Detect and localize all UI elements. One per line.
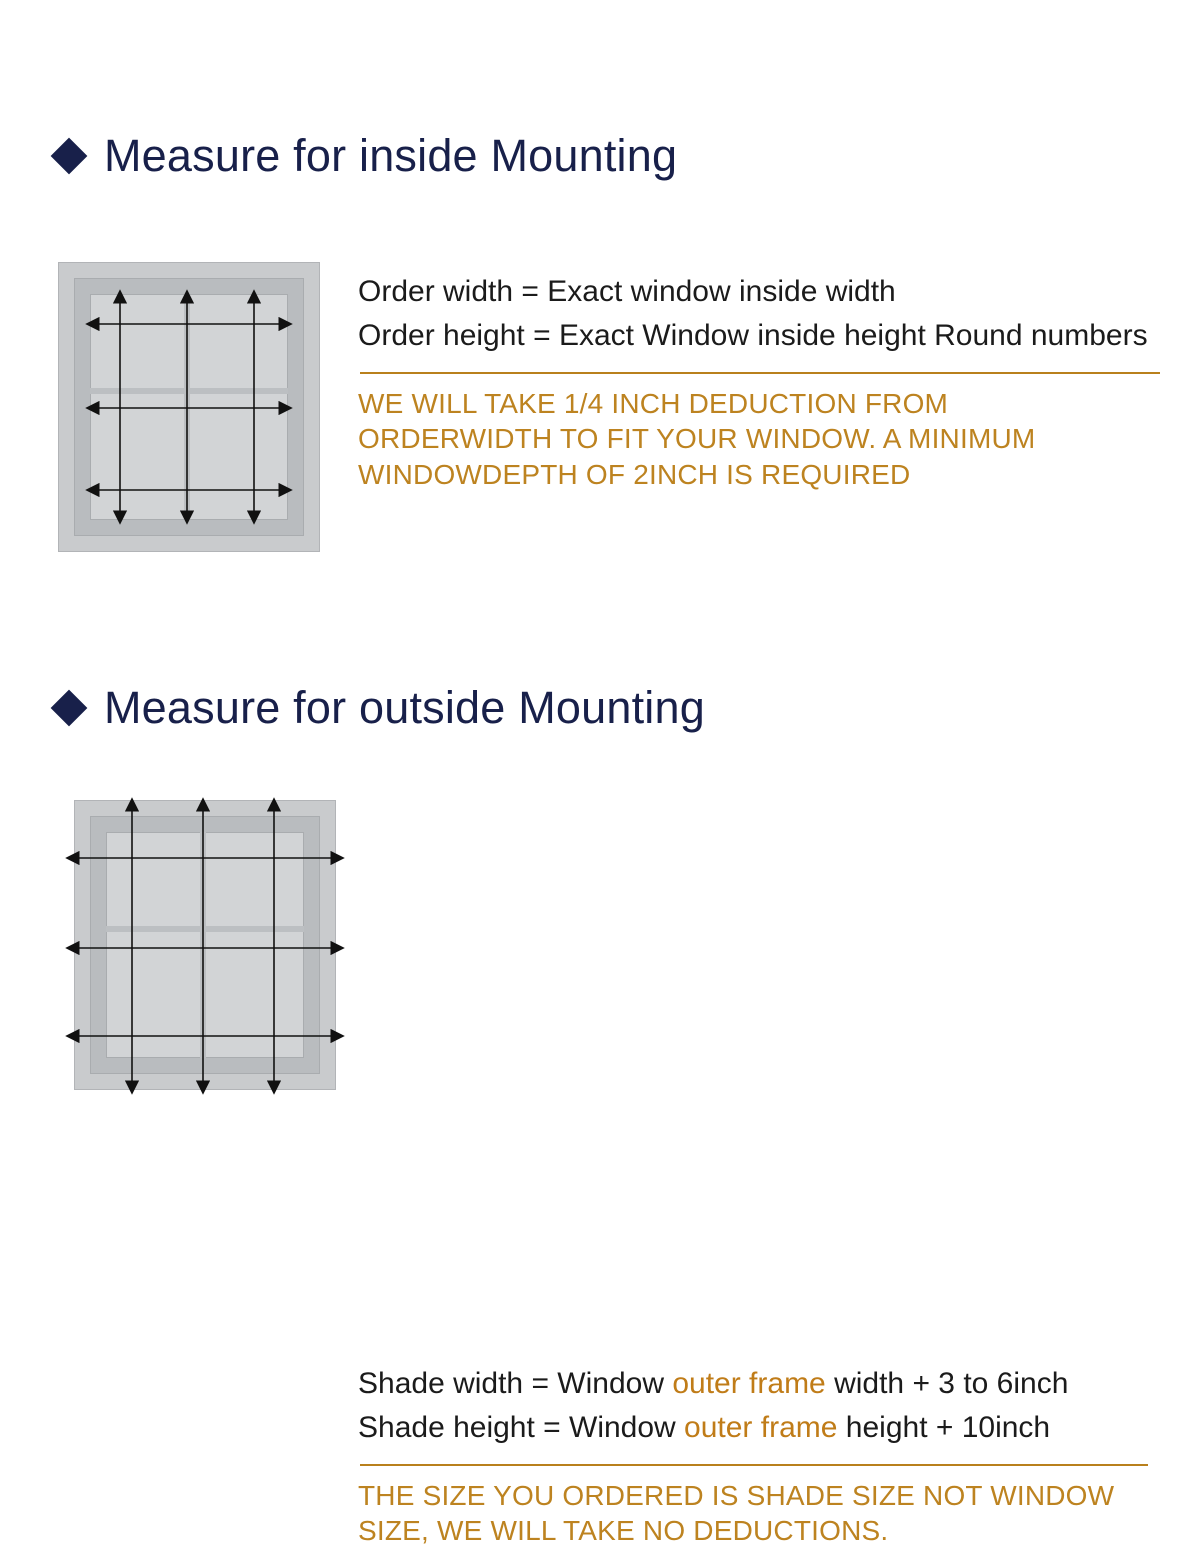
measurement-arrows-outside <box>74 800 336 1090</box>
outside-mounting-section <box>0 672 1200 1547</box>
inside-note-line-3: WINDOWDEPTH OF 2INCH IS REQUIRED <box>358 459 911 491</box>
page-title-outside: Measure for outside Mounting <box>104 682 705 733</box>
outside-mounting-heading-row <box>0 672 1200 744</box>
inside-mounting-section <box>0 120 1200 491</box>
inside-deduction-note <box>358 386 1170 493</box>
outside-shade-height-highlight: outer frame <box>684 1410 838 1444</box>
measurement-arrows-inside <box>58 262 320 552</box>
inside-mounting-heading-row <box>0 120 1200 192</box>
outside-shade-width-part-a: Shade width = Window <box>358 1367 673 1400</box>
outside-shade-width-highlight: outer frame <box>672 1367 826 1400</box>
divider-outside <box>360 1464 1148 1466</box>
outside-shade-height-part-c: height + 10inch <box>837 1410 1051 1444</box>
inside-order-height-line: Order height = Exact Window inside height Round numbers <box>358 318 1148 352</box>
inside-order-width-line: Order width = Exact window inside width <box>358 275 896 308</box>
outside-note-line-2: SIZE, WE WILL TAKE NO DEDUCTIONS. <box>358 1515 889 1547</box>
outside-no-deduction-note <box>358 1478 1158 1549</box>
outside-shade-width-part-c: width + 3 to 6inch <box>825 1367 1069 1400</box>
outside-mount-instructions <box>358 1362 1158 1549</box>
outside-shade-height-part-a: Shade height = Window <box>358 1410 685 1444</box>
outside-shade-height-line <box>358 1406 1158 1450</box>
diamond-bullet-icon <box>51 690 88 727</box>
inside-note-line-1: WE WILL TAKE 1/4 INCH DEDUCTION FROM <box>358 387 949 419</box>
outside-note-line-1: THE SIZE YOU ORDERED IS SHADE SIZE NOT WINDOW <box>358 1479 1115 1511</box>
inside-mount-instructions <box>358 270 1170 493</box>
divider-inside <box>360 372 1160 374</box>
inside-note-line-2: ORDERWIDTH TO FIT YOUR WINDOW. A MINIMUM <box>358 423 1036 455</box>
outside-shade-width-line <box>358 1362 1158 1406</box>
outside-mount-window-diagram <box>74 800 336 1090</box>
page-title-inside: Measure for inside Mounting <box>104 130 678 181</box>
inside-mount-window-diagram <box>58 262 320 552</box>
diamond-bullet-icon <box>51 138 88 175</box>
